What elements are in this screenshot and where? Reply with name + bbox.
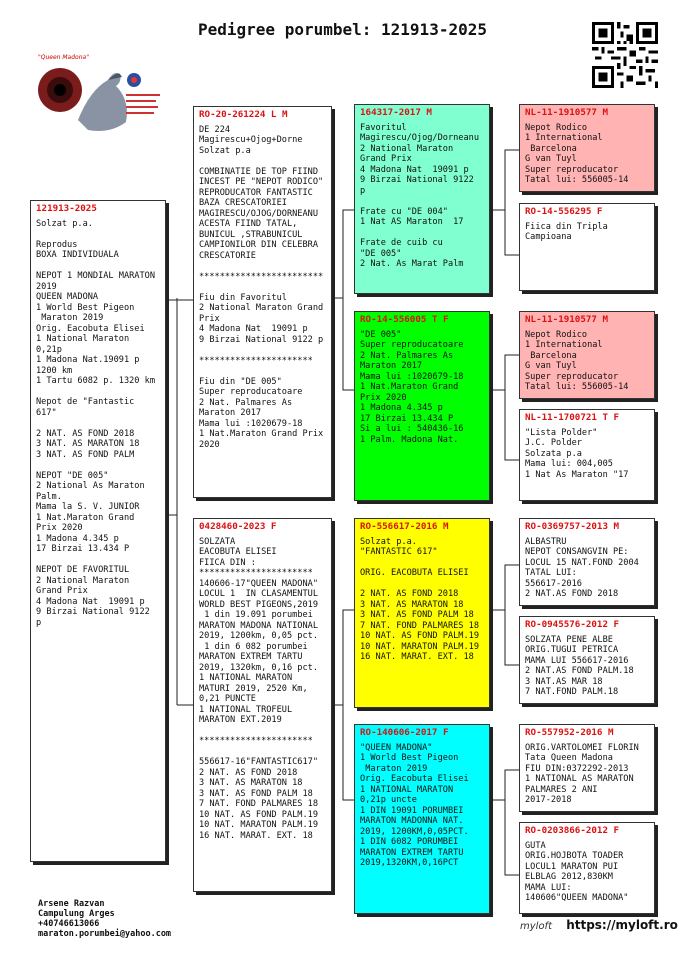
great-grandparent-description: SOLZATA PENE ALBE ORIG.TUGUI PETRICA MAMA LUI 556617-2016 2 NAT.AS FOND PALM.18 3 NAT.AS MAR 18 7 NAT.FOND PALM.18 [525, 634, 634, 697]
great-grandparent-card [519, 409, 655, 501]
great-grandparent-card [519, 822, 655, 914]
great-grandparent-ring-id: NL-11-1910577 M [525, 107, 608, 118]
great-grandparent-ring-id: RO-0203866-2012 F [525, 825, 620, 836]
owner-contact: Arsene Razvan Campulung Arges +40746613066 maraton.porumbei@yahoo.com [38, 899, 172, 939]
sire-description: DE 224 Magirescu+Ojog+Dorne Solzat p.a COMBINATIE DE TOP FIIND INCEST PE "NEPOT RODICO" REPRODUCATOR FANTASTIC BAZA CRESCATORIEI MAGIRESCU/OJOG/DORNEANU ACESTA FIIND TATAL, BUNICUL ,STRABUNICUL CAMPIONILOR DIN CELEBRA CRESCATORIE ************************ Fiu din Favoritul 2 National Maraton Grand Prix 4 Madona Nat 19091 p 9 Birzai National 9122 p ********************** Fiu din "DE 005" Super reproducatoare 2 Nat. Palmares As Maraton 2017 Mama lui :1020679-18 1 Nat.Maraton Grand Prix 2020 [199, 124, 324, 450]
sire-ring-id: RO-20-261224 L M [199, 109, 288, 120]
great-grandparent-card [519, 203, 655, 291]
maternal-grandsire-ring-id: RO-556617-2016 M [360, 521, 449, 532]
paternal-granddam-description: "DE 005" Super reproducatoare 2 Nat. Palmares As Maraton 2017 Mama lui :1020679-18 1 Nat.Maraton Grand Prix 2020 1 Madona 4.345 p 17 Birzai 13.434 P Si a lui : 540436-16 1 Palm. Madona Nat. [360, 329, 464, 445]
paternal-grandsire-ring-id: 164317-2017 M [360, 107, 432, 118]
great-grandparent-ring-id: RO-14-556295 F [525, 206, 603, 217]
paternal-granddam-ring-id: RO-14-556005 T F [360, 314, 449, 325]
page-title: Pedigree porumbel: 121913-2025 [198, 20, 487, 39]
maternal-granddam-ring-id: RO-140606-2017 F [360, 727, 449, 738]
myloft-logo [520, 918, 678, 932]
paternal-grandsire-description: Favoritul Magirescu/Ojog/Dorneanu 2 National Maraton Grand Prix 4 Madona Nat 19091 p 9 Birzai National 9122 p Frate cu "DE 004" 1 Nat AS Maraton 17 Frate de cuib cu "DE 005" 2 Nat. As Marat Palm [360, 122, 479, 269]
great-grandparent-description: "Lista Polder" J.C. Polder Solzata p.a Mama lui: 004,005 1 Nat As Maraton "17 [525, 427, 629, 480]
great-grandparent-description: Nepot Rodico 1 International Barcelona G van Tuyl Super reproducator Tatal lui: 556005-14 [525, 122, 629, 185]
great-grandparent-card [519, 616, 655, 704]
dam-ring-id: 0428460-2023 F [199, 521, 277, 532]
maternal-granddam-description: "QUEEN MADONA" 1 World Best Pigeon Maraton 2019 Orig. Eacobuta Elisei 1 NATIONAL MARATON 0,21p uncte 1 DIN 19091 PORUMBEI MARATON MADONNA NAT. 2019, 1200KM,0,05PCT. 1 DIN 6082 PORUMBEI MARATON EXTREM TARTU 2019,1320KM,0,16PCT [360, 742, 469, 868]
great-grandparent-description: Fiica din Tripla Campioana [525, 221, 608, 242]
great-grandparent-card [519, 104, 655, 192]
great-grandparent-card [519, 311, 655, 399]
great-grandparent-ring-id: NL-11-1910577 M [525, 314, 608, 325]
myloft-link[interactable]: https://myloft.ro [566, 918, 678, 932]
great-grandparent-ring-id: RO-557952-2016 M [525, 727, 614, 738]
paternal-granddam-card [354, 311, 490, 501]
great-grandparent-card [519, 518, 655, 606]
dam-card [193, 518, 332, 892]
paternal-grandsire-card [354, 104, 490, 294]
great-grandparent-description: Nepot Rodico 1 International Barcelona G van Tuyl Super reproducator Tatal lui: 556005-14 [525, 329, 629, 392]
great-grandparent-ring-id: NL-11-1700721 T F [525, 412, 620, 423]
maternal-grandsire-description: Solzat p.a. "FANTASTIC 617" ORIG. EACOBUTA ELISEI 2 NAT. AS FOND 2018 3 NAT. AS MARATON 18 3 NAT. AS FOND PALM 18 7 NAT. FOND PALMARES 18 10 NAT. AS FOND PALM.19 10 NAT. MARATON PALM.19 16 NAT. MARAT. EXT. 18 [360, 536, 479, 662]
myloft-brand: myloft [520, 921, 552, 932]
great-grandparent-description: GUTA ORIG.HOJBOTA TOADER LOCUL1 MARATON PUI ELBLAG 2012,830KM MAMA LUI: 140606"QUEEN MADONA" [525, 840, 629, 903]
subject-ring-id: 121913-2025 [36, 203, 97, 214]
subject-card [30, 200, 166, 862]
dam-description: SOLZATA EACOBUTA ELISEI FIICA DIN : ********************** 140606-17"QUEEN MADONA" LOCUL 1 IN CLASAMENTUL WORLD BEST PIGEONS,2019 1 din 19.091 porumbei MARATON MADONA NATIONAL 2019, 1200km, 0,05 pct. 1 din 6 082 porumbei MARATON EXTREM TARTU 2019, 1320km, 0,16 pct. 1 NATIONAL MARATON MATURI 2019, 2520 Km, 0,21 PUNCTE 1 NATIONAL TROFEUL MARATON EXT.2019 ********************** 556617-16"FANTASTIC617" 2 NAT. AS FOND 2018 3 NAT. AS MARATON 18 3 NAT. AS FOND PALM 18 7 NAT. FOND PALMARES 18 10 NAT. AS FOND PALM.19 10 NAT. MARATON PALM.19 16 NAT. MARAT. EXT. 18 [199, 536, 318, 841]
subject-description: Solzat p.a. Reprodus BOXA INDIVIDUALA NEPOT 1 MONDIAL MARATON 2019 QUEEN MADONA 1 World Best Pigeon Maraton 2019 Orig. Eacobuta Elisei 1 National Maraton 0,21p 1 Madona Nat.19091 p 1200 km 1 Tartu 6082 p. 1320 km Nepot de "Fantastic 617" 2 NAT. AS FOND 2018 3 NAT. AS MARATON 18 3 NAT. AS FOND PALM NEPOT "DE 005" 2 National As Maraton Palm. Mama la S. V. JUNIOR 1 Nat.Maraton Grand Prix 2020 1 Madona 4.345 p 17 Birzai 13.434 P NEPOT DE FAVORITUL 2 National Maraton Grand Prix 4 Madona Nat 19091 p 9 Birzai National 9122 p [36, 218, 155, 628]
sire-card [193, 106, 332, 498]
great-grandparent-description: ORIG.VARTOLOMEI FLORIN Tata Queen Madona FIU DIN:0372292-2013 1 NATIONAL AS MARATON PALMARES 2 ANI 2017-2018 [525, 742, 639, 805]
great-grandparent-ring-id: RO-0369757-2013 M [525, 521, 620, 532]
great-grandparent-ring-id: RO-0945576-2012 F [525, 619, 620, 630]
great-grandparent-card [519, 724, 655, 812]
photo-label: "Queen Madona" [38, 54, 89, 61]
maternal-grandsire-card [354, 518, 490, 708]
maternal-granddam-card [354, 724, 490, 914]
great-grandparent-description: ALBASTRU NEPOT CONSANGVIN PE: LOCUL 15 NAT.FOND 2004 TATAL LUI: 556617-2016 2 NAT.AS FOND 2018 [525, 536, 639, 599]
